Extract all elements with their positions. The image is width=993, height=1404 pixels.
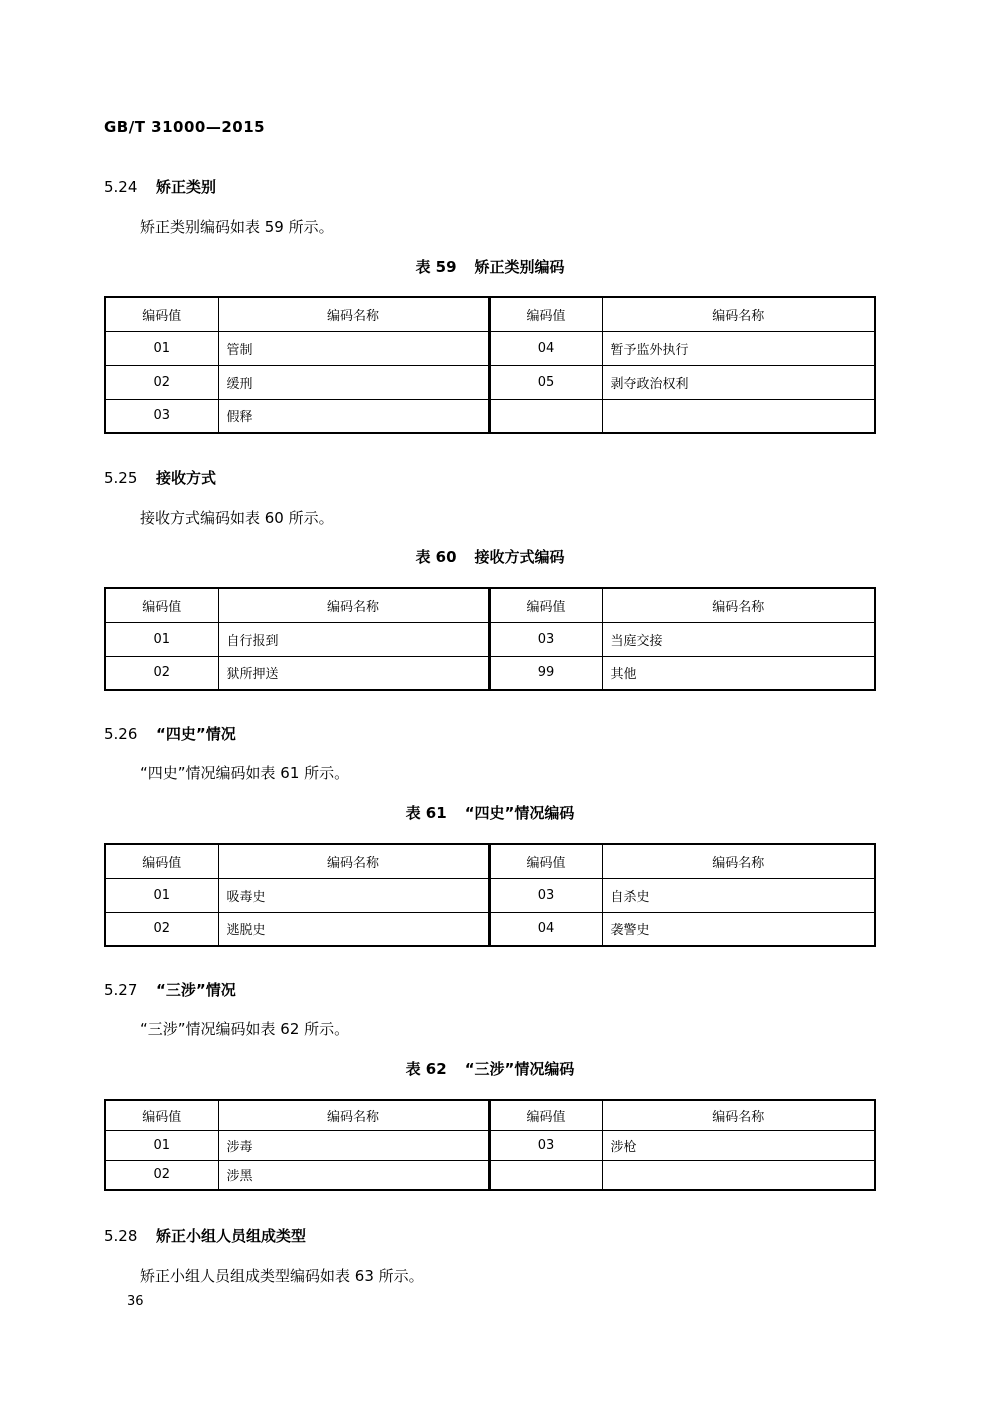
section-title: “四史”情况 — [156, 725, 236, 743]
code-table-59 — [104, 296, 876, 434]
name-cell: 其他 — [602, 656, 875, 690]
code-table-62 — [104, 1099, 876, 1191]
table-row — [105, 399, 875, 433]
section-heading-5-28 — [104, 1225, 306, 1247]
section-title: 接收方式 — [156, 469, 217, 487]
name-cell: 暂予监外执行 — [602, 331, 875, 365]
header-code: 编码值 — [489, 1100, 602, 1130]
name-cell: 当庭交接 — [602, 622, 875, 656]
header-code: 编码值 — [105, 844, 218, 878]
section-intro: “四史”情况编码如表 61 所示。 — [140, 764, 350, 782]
table-caption — [104, 256, 876, 278]
header-name: 编码名称 — [602, 1100, 875, 1130]
table-header-row — [105, 1100, 875, 1130]
name-cell: 假释 — [218, 399, 489, 433]
section-intro: 接收方式编码如表 60 所示。 — [140, 509, 334, 527]
name-cell: 管制 — [218, 331, 489, 365]
code-cell: 02 — [105, 912, 218, 946]
table-row — [105, 622, 875, 656]
section-heading-5-26 — [104, 723, 236, 745]
table-row — [105, 912, 875, 946]
code-table-60 — [104, 587, 876, 691]
code-cell: 03 — [105, 399, 218, 433]
table-caption-label: 表 61 — [405, 804, 447, 822]
name-cell: 逃脱史 — [218, 912, 489, 946]
table-header-row — [105, 588, 875, 622]
table-row — [105, 1130, 875, 1160]
header-name: 编码名称 — [218, 588, 489, 622]
header-name: 编码名称 — [218, 1100, 489, 1130]
table-caption — [104, 1058, 876, 1080]
page-number: 36 — [127, 1294, 144, 1309]
section-number: 5.27 — [104, 981, 138, 999]
section-heading-5-27 — [104, 979, 236, 1001]
table-caption — [104, 802, 876, 824]
name-cell: 涉毒 — [218, 1130, 489, 1160]
table-caption-title: “四史”情况编码 — [464, 804, 575, 822]
code-cell: 04 — [489, 912, 602, 946]
code-cell: 01 — [105, 331, 218, 365]
header-code: 编码值 — [105, 588, 218, 622]
code-cell: 03 — [489, 878, 602, 912]
table-row — [105, 331, 875, 365]
code-cell: 05 — [489, 365, 602, 399]
code-cell: 99 — [489, 656, 602, 690]
table-row — [105, 1160, 875, 1190]
name-cell — [602, 399, 875, 433]
name-cell: 袭警史 — [602, 912, 875, 946]
header-name: 编码名称 — [602, 844, 875, 878]
name-cell: 吸毒史 — [218, 878, 489, 912]
code-cell: 04 — [489, 331, 602, 365]
section-number: 5.24 — [104, 178, 138, 196]
name-cell: 剥夺政治权利 — [602, 365, 875, 399]
code-cell: 03 — [489, 1130, 602, 1160]
section-heading-5-25 — [104, 467, 216, 489]
table-row — [105, 656, 875, 690]
header-name: 编码名称 — [218, 297, 489, 331]
table-caption — [104, 546, 876, 568]
name-cell: 狱所押送 — [218, 656, 489, 690]
table-row — [105, 878, 875, 912]
header-code: 编码值 — [105, 1100, 218, 1130]
section-intro: “三涉”情况编码如表 62 所示。 — [140, 1020, 350, 1038]
header-name: 编码名称 — [218, 844, 489, 878]
section-title: 矫正小组人员组成类型 — [156, 1227, 307, 1245]
table-caption-title: 接收方式编码 — [474, 548, 565, 566]
table-caption-title: “三涉”情况编码 — [464, 1060, 575, 1078]
table-header-row — [105, 297, 875, 331]
header-name: 编码名称 — [602, 297, 875, 331]
name-cell: 涉枪 — [602, 1130, 875, 1160]
section-intro: 矫正类别编码如表 59 所示。 — [140, 218, 334, 236]
table-caption-title: 矫正类别编码 — [474, 258, 565, 276]
header-code: 编码值 — [489, 844, 602, 878]
header-code: 编码值 — [105, 297, 218, 331]
section-number: 5.28 — [104, 1227, 138, 1245]
code-cell: 01 — [105, 878, 218, 912]
name-cell — [602, 1160, 875, 1190]
table-caption-label: 表 60 — [415, 548, 457, 566]
section-number: 5.25 — [104, 469, 138, 487]
table-row — [105, 365, 875, 399]
section-number: 5.26 — [104, 725, 138, 743]
table-caption-label: 表 62 — [405, 1060, 447, 1078]
code-cell: 01 — [105, 1130, 218, 1160]
code-cell: 02 — [105, 656, 218, 690]
header-name: 编码名称 — [602, 588, 875, 622]
code-cell — [489, 399, 602, 433]
name-cell: 自杀史 — [602, 878, 875, 912]
table-header-row — [105, 844, 875, 878]
code-cell — [489, 1160, 602, 1190]
section-heading-5-24 — [104, 176, 216, 198]
name-cell: 缓刑 — [218, 365, 489, 399]
code-cell: 03 — [489, 622, 602, 656]
section-intro: 矫正小组人员组成类型编码如表 63 所示。 — [140, 1267, 424, 1285]
table-caption-label: 表 59 — [415, 258, 457, 276]
code-cell: 02 — [105, 1160, 218, 1190]
name-cell: 自行报到 — [218, 622, 489, 656]
code-table-61 — [104, 843, 876, 947]
section-title: “三涉”情况 — [156, 981, 236, 999]
code-cell: 01 — [105, 622, 218, 656]
header-code: 编码值 — [489, 297, 602, 331]
section-title: 矫正类别 — [156, 178, 217, 196]
header-code: 编码值 — [489, 588, 602, 622]
code-cell: 02 — [105, 365, 218, 399]
name-cell: 涉黑 — [218, 1160, 489, 1190]
standard-id: GB/T 31000—2015 — [104, 118, 266, 136]
